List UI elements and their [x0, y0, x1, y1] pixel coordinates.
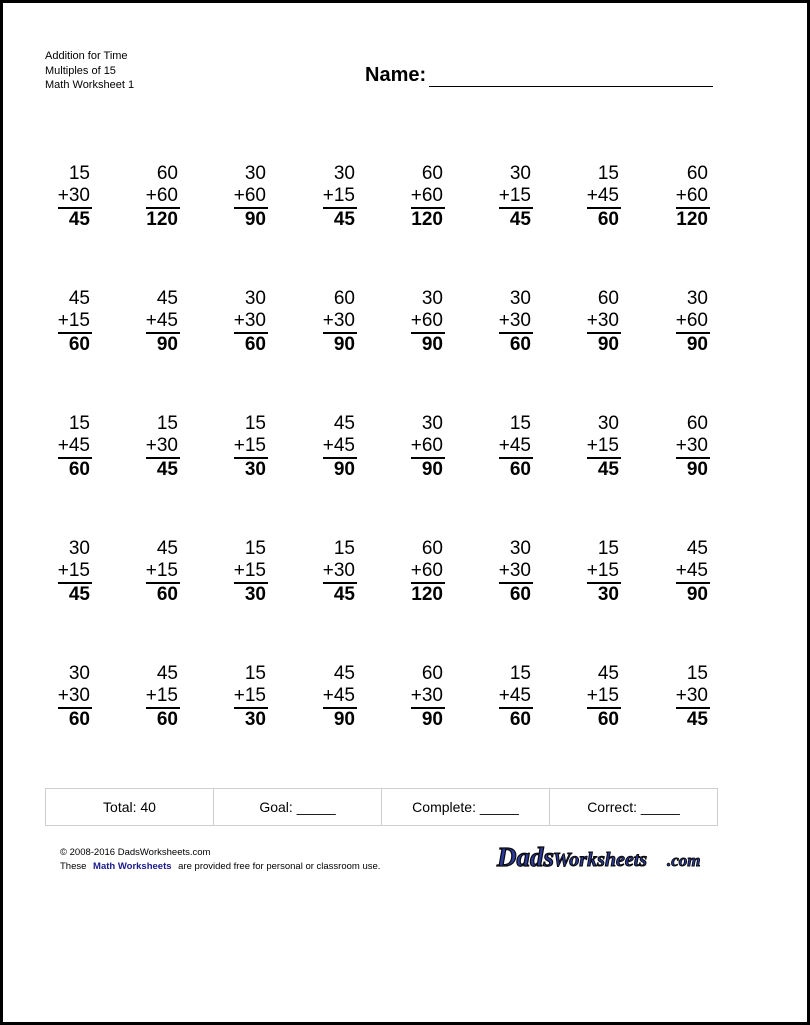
addend-bottom: +15: [57, 310, 90, 331]
answer: 60: [509, 584, 531, 605]
addition-problem: [32, 163, 92, 231]
addition-problem: [473, 413, 533, 481]
answer: 90: [333, 459, 355, 480]
addend-bottom: +45: [675, 560, 708, 581]
addend-top: 45: [333, 663, 355, 684]
footer-note: [60, 860, 380, 874]
addend-bottom: +15: [145, 685, 178, 706]
addend-top: 30: [421, 288, 443, 309]
dadsworksheets-logo[interactable]: [495, 838, 725, 878]
addition-problem: [120, 538, 180, 606]
answer: 60: [68, 709, 90, 730]
answer: 90: [421, 334, 443, 355]
addition-problem: [385, 288, 445, 356]
answer: 60: [509, 334, 531, 355]
addition-problem: [650, 413, 710, 481]
problem-row: [3, 288, 807, 368]
addend-top: 60: [421, 538, 443, 559]
answer: 45: [686, 709, 708, 730]
addition-problem: [297, 413, 357, 481]
addition-problem: [385, 663, 445, 731]
addition-problem: [297, 663, 357, 731]
addend-top: 30: [509, 163, 531, 184]
addend-top: 30: [509, 538, 531, 559]
addend-top: 45: [156, 663, 178, 684]
addend-bottom: +45: [322, 685, 355, 706]
addend-bottom: +30: [498, 310, 531, 331]
answer: 90: [244, 209, 266, 230]
addend-top: 30: [244, 163, 266, 184]
addend-top: 60: [421, 163, 443, 184]
worksheet-number: Math Worksheet 1: [45, 79, 135, 91]
addend-bottom: +45: [498, 685, 531, 706]
answer: 90: [597, 334, 619, 355]
addition-problem: [650, 538, 710, 606]
addend-top: 30: [686, 288, 708, 309]
answer: 60: [597, 209, 619, 230]
name-label: Name:: [365, 64, 427, 86]
addend-top: 30: [68, 663, 90, 684]
addend-bottom: +30: [145, 435, 178, 456]
addend-bottom: +60: [675, 185, 708, 206]
answer: 90: [421, 459, 443, 480]
addend-top: 45: [156, 288, 178, 309]
addend-bottom: +30: [233, 310, 266, 331]
addend-bottom: +30: [410, 685, 443, 706]
addend-top: 60: [421, 663, 443, 684]
answer: 45: [68, 209, 90, 230]
addend-bottom: +30: [586, 310, 619, 331]
logo-text-com: .com: [667, 851, 701, 870]
answer: 90: [686, 584, 708, 605]
addend-bottom: +15: [322, 185, 355, 206]
answer: 90: [333, 709, 355, 730]
answer: 45: [333, 584, 355, 605]
addition-problem: [385, 538, 445, 606]
addend-top: 45: [68, 288, 90, 309]
addition-problem: [297, 538, 357, 606]
addend-top: 30: [421, 413, 443, 434]
answer: 45: [68, 584, 90, 605]
addition-problem: [32, 288, 92, 356]
answer: 30: [597, 584, 619, 605]
answer: 30: [244, 584, 266, 605]
addend-top: 60: [686, 163, 708, 184]
problem-row: [3, 538, 807, 618]
addend-bottom: +60: [145, 185, 178, 206]
addition-problem: [473, 288, 533, 356]
addend-bottom: +15: [233, 685, 266, 706]
logo-text-worksheets: Worksheets: [553, 849, 648, 871]
addition-problem: [120, 663, 180, 731]
answer: 120: [411, 209, 443, 230]
problem-row: [3, 663, 807, 743]
score-box: [45, 788, 718, 826]
addend-top: 30: [597, 413, 619, 434]
addend-top: 15: [686, 663, 708, 684]
answer: 120: [411, 584, 443, 605]
answer: 60: [509, 459, 531, 480]
addend-bottom: +30: [322, 310, 355, 331]
addend-top: 15: [333, 538, 355, 559]
addend-top: 15: [244, 663, 266, 684]
addition-problem: [473, 538, 533, 606]
addend-top: 60: [597, 288, 619, 309]
addend-bottom: +60: [410, 435, 443, 456]
addend-bottom: +30: [675, 435, 708, 456]
addition-problem: [120, 288, 180, 356]
addition-problem: [473, 663, 533, 731]
addend-bottom: +15: [145, 560, 178, 581]
answer: 45: [156, 459, 178, 480]
addend-top: 45: [597, 663, 619, 684]
answer: 90: [333, 334, 355, 355]
worksheet-title: Addition for Time: [45, 50, 128, 62]
addition-problem: [32, 413, 92, 481]
addend-top: 15: [244, 538, 266, 559]
addend-bottom: +15: [57, 560, 90, 581]
addend-top: 45: [686, 538, 708, 559]
addend-bottom: +60: [410, 310, 443, 331]
addend-bottom: +30: [498, 560, 531, 581]
addition-problem: [650, 163, 710, 231]
addend-bottom: +60: [410, 185, 443, 206]
answer: 45: [597, 459, 619, 480]
addition-problem: [208, 538, 268, 606]
answer: 45: [509, 209, 531, 230]
addition-problem: [385, 163, 445, 231]
addend-top: 60: [333, 288, 355, 309]
name-blank-line[interactable]: [429, 67, 713, 87]
addend-bottom: +60: [233, 185, 266, 206]
answer: 60: [244, 334, 266, 355]
addend-top: 45: [333, 413, 355, 434]
answer: 90: [156, 334, 178, 355]
addend-top: 15: [597, 163, 619, 184]
addition-problem: [385, 413, 445, 481]
addend-bottom: +30: [675, 685, 708, 706]
addend-bottom: +30: [57, 685, 90, 706]
addition-problem: [297, 163, 357, 231]
addition-problem: [208, 663, 268, 731]
addition-problem: [208, 413, 268, 481]
answer: 60: [597, 709, 619, 730]
addition-problem: [297, 288, 357, 356]
problem-row: [3, 163, 807, 243]
logo-text-dads: Dads: [497, 842, 555, 872]
addend-top: 15: [509, 413, 531, 434]
answer: 90: [421, 709, 443, 730]
answer: 30: [244, 709, 266, 730]
addend-bottom: +60: [675, 310, 708, 331]
addend-bottom: +15: [498, 185, 531, 206]
addend-bottom: +60: [410, 560, 443, 581]
addition-problem: [120, 413, 180, 481]
score-total: Total: 40: [46, 789, 214, 825]
answer: 60: [68, 459, 90, 480]
name-field: [365, 63, 713, 87]
addend-bottom: +30: [57, 185, 90, 206]
addend-bottom: +15: [586, 560, 619, 581]
score-correct: Correct: _____: [587, 799, 680, 815]
addend-bottom: +15: [233, 435, 266, 456]
score-complete: Complete: _____: [382, 789, 550, 825]
addend-top: 30: [68, 538, 90, 559]
addition-problem: [561, 413, 621, 481]
answer: 60: [156, 584, 178, 605]
addition-problem: [208, 288, 268, 356]
addend-top: 60: [156, 163, 178, 184]
addend-top: 15: [156, 413, 178, 434]
addend-bottom: +15: [586, 435, 619, 456]
score-goal: Goal: _____: [214, 789, 382, 825]
answer: 60: [68, 334, 90, 355]
answer: 60: [509, 709, 531, 730]
addend-top: 45: [156, 538, 178, 559]
addend-bottom: +45: [498, 435, 531, 456]
addition-problem: [650, 663, 710, 731]
addition-problem: [561, 163, 621, 231]
addend-top: 15: [597, 538, 619, 559]
addend-bottom: +45: [145, 310, 178, 331]
addend-top: 30: [244, 288, 266, 309]
answer: 90: [686, 334, 708, 355]
addend-bottom: +45: [586, 185, 619, 206]
addend-bottom: +30: [322, 560, 355, 581]
answer: 120: [146, 209, 178, 230]
footer-rest: are provided free for personal or classroom use.: [178, 861, 381, 872]
addition-problem: [561, 663, 621, 731]
addition-problem: [120, 163, 180, 231]
addend-top: 15: [68, 163, 90, 184]
worksheet-subtitle: Multiples of 15: [45, 64, 116, 77]
problem-row: [3, 413, 807, 493]
addend-top: 30: [333, 163, 355, 184]
addition-problem: [32, 538, 92, 606]
addend-bottom: +45: [322, 435, 355, 456]
addend-top: 15: [68, 413, 90, 434]
addition-problem: [473, 163, 533, 231]
copyright-text: © 2008-2016 DadsWorksheets.com: [60, 847, 211, 858]
addend-bottom: +15: [586, 685, 619, 706]
answer: 60: [156, 709, 178, 730]
footer: [60, 846, 380, 874]
addend-top: 60: [686, 413, 708, 434]
addend-bottom: +45: [57, 435, 90, 456]
addition-problem: [561, 538, 621, 606]
addend-top: 15: [509, 663, 531, 684]
answer: 120: [676, 209, 708, 230]
addend-bottom: +15: [233, 560, 266, 581]
addition-problem: [32, 663, 92, 731]
addition-problem: [561, 288, 621, 356]
answer: 90: [686, 459, 708, 480]
addition-problem: [650, 288, 710, 356]
answer: 45: [333, 209, 355, 230]
answer: 30: [244, 459, 266, 480]
addend-top: 30: [509, 288, 531, 309]
math-worksheets-link[interactable]: Math Worksheets: [93, 861, 172, 872]
footer-these: These: [60, 861, 87, 872]
worksheet-info: [45, 49, 134, 93]
addition-problem: [208, 163, 268, 231]
addend-top: 15: [244, 413, 266, 434]
